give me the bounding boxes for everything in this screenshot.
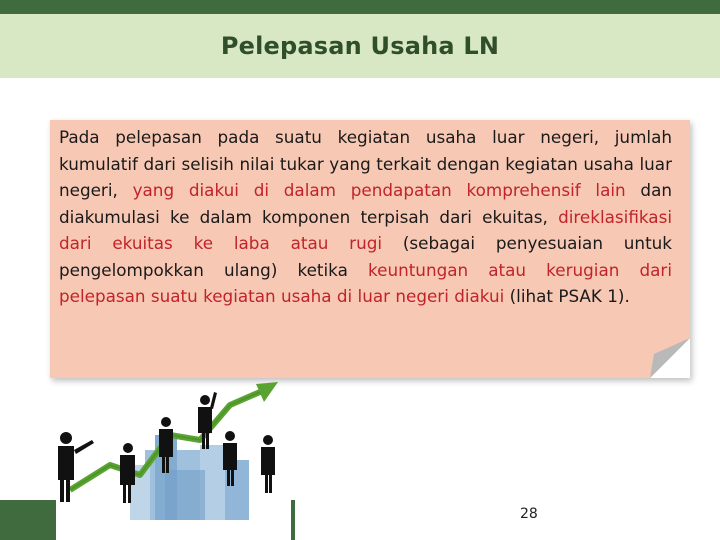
note-segment: Pada pelepasan pada suatu kegiatan usaha luar negeri, jumlah kumulatif dari selisih nilai tukar yang terkait dengan kegiatan usaha luar negeri, — [59, 127, 672, 200]
top-accent-strip — [0, 0, 720, 14]
page-number: 28 — [520, 506, 538, 522]
slide-title: Pelepasan Usaha LN — [220, 32, 500, 60]
note-segment: dan diakumulasi ke dalam komponen terpisah dari ekuitas, — [59, 180, 673, 227]
note-segment: (sebagai penyesuaian untuk pengelompokkan ulang) ketika — [59, 233, 673, 280]
note-highlight: direklasifikasi dari ekuitas ke laba atau rugi — [59, 206, 672, 253]
title-bar — [0, 14, 720, 78]
page-curl-icon — [644, 338, 690, 378]
note-text — [59, 124, 672, 310]
business-growth-illustration — [50, 380, 290, 540]
note-segment: (lihat PSAK 1). — [504, 286, 630, 306]
sticky-note — [50, 120, 690, 378]
footer-area — [295, 500, 720, 540]
note-highlight: yang diakui di dalam pendapatan komprehensif lain — [132, 180, 626, 200]
note-highlight: keuntungan atau kerugian dari pelepasan suatu kegiatan usaha di luar negeri diakui — [59, 259, 672, 306]
